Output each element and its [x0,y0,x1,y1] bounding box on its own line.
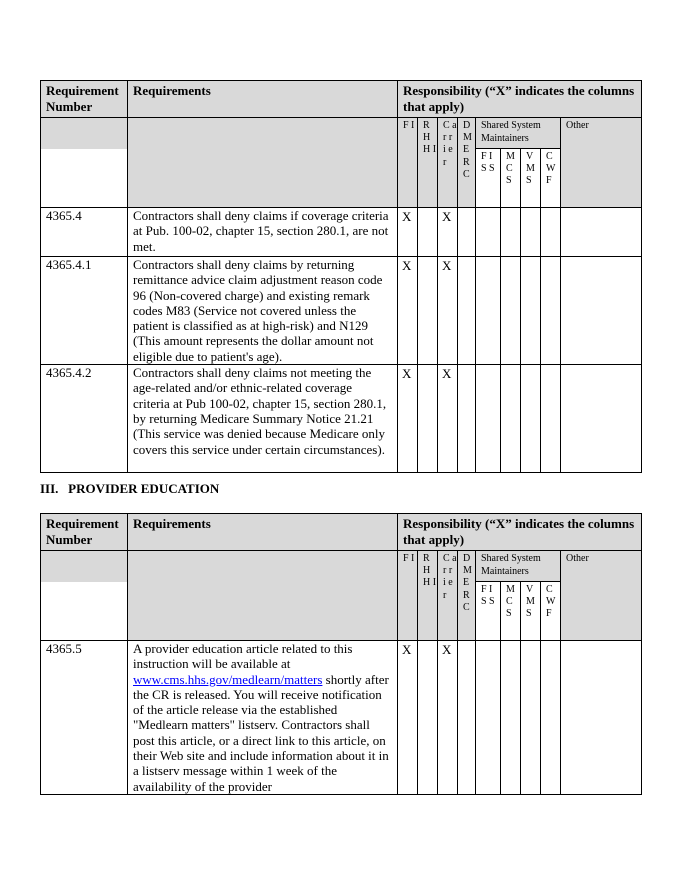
header-req-number: Requirement Number [41,514,128,551]
req-text: Contractors shall deny claims if coverage criteria at Pub. 100-02, chapter 15, section 280.1, are not met. [128,208,398,257]
header-carrier: C a r r i e r [438,118,458,208]
carrier-mark: X [438,641,458,795]
req-number: 4365.4 [41,208,128,257]
header-requirements: Requirements [128,514,398,551]
carrier-mark: X [438,208,458,257]
req-number: 4365.4.1 [41,257,128,365]
header-vms: V M S [521,149,541,208]
fi-mark: X [398,641,418,795]
header-blank [41,582,128,641]
header-fi: F I [398,551,418,641]
header-mcs: M C S [501,149,521,208]
header-responsibility: Responsibility (“X” indicates the columns that apply) [398,81,642,118]
header-fiss: F I S S [476,149,501,208]
table-row [41,257,642,365]
medlearn-matters-link[interactable]: www.cms.hhs.gov/medlearn/matters [133,671,323,687]
req-text-after: shortly after the CR is released. You will receive notification of the article release via the established "Medlearn matters" listserv. Contractors shall post this article, or a direct link to this article, on their Web site and include information about it in a listserv message within 1 week of the availability of the provider [133,671,389,794]
carrier-mark: X [438,257,458,365]
header-shared-system: Shared System Maintainers [476,118,561,149]
carrier-mark: X [438,365,458,473]
header-fi: F I [398,118,418,208]
table-row [41,208,642,257]
header-other: Other [561,118,642,208]
header-fiss: F I S S [476,582,501,641]
req-text [128,641,398,795]
header-shared-system: Shared System Maintainers [476,551,561,582]
table-row [41,641,642,795]
header-carrier: C a r r i e r [438,551,458,641]
header-rhhi: R H H I [418,551,438,641]
header-dmerc: D M E R C [458,551,476,641]
req-text: Contractors shall deny claims by returning remittance advice claim adjustment reason code 96 (Non-covered charge) and existing remark codes M83 (Service not covered unless the patient is classified as at high-risk) and N129 (This amount represents the dollar amount not eligible due to patient's age). [128,257,398,365]
header-cwf: C W F [541,149,561,208]
req-number: 4365.5 [41,641,128,795]
header-other: Other [561,551,642,641]
header-vms: V M S [521,582,541,641]
table-row [41,365,642,473]
req-text: Contractors shall deny claims not meeting the age-related and/or ethnic-related coverage criteria at Pub 100-02, chapter 15, section 280.1, by returning Medicare Summary Notice 21.21 (This service was denied because Medicare only covers this service under certain circumstances). [128,365,398,473]
header-req-number: Requirement Number [41,81,128,118]
header-blank [41,149,128,208]
header-rhhi: R H H I [418,118,438,208]
header-requirements: Requirements [128,81,398,118]
header-dmerc: D M E R C [458,118,476,208]
header-blank [41,551,128,582]
header-cwf: C W F [541,582,561,641]
fi-mark: X [398,257,418,365]
header-responsibility: Responsibility (“X” indicates the columns that apply) [398,514,642,551]
section-title: III. PROVIDER EDUCATION [40,481,220,496]
header-blank [41,118,128,149]
requirements-table-1 [40,80,642,473]
header-blank [128,118,398,208]
req-number: 4365.4.2 [41,365,128,473]
header-blank [128,551,398,641]
header-mcs: M C S [501,582,521,641]
fi-mark: X [398,208,418,257]
requirements-table-2 [40,513,642,795]
fi-mark: X [398,365,418,473]
req-text-before: A provider education article related to this instruction will be available at [133,641,353,672]
